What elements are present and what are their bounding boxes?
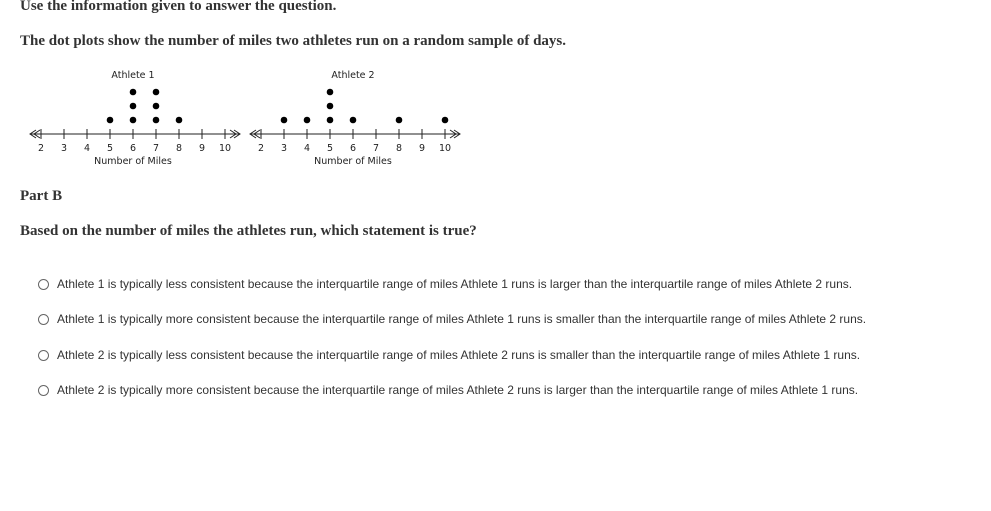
plot1-tick-label: 3 bbox=[60, 143, 68, 154]
plot1-dot bbox=[153, 117, 160, 124]
plot2-dot bbox=[304, 117, 311, 124]
answer-option-text: Athlete 2 is typically less consistent because the interquartile range of miles Athlete 2 runs is smaller than the interquartile range of miles Athlete 1 runs. bbox=[57, 348, 861, 362]
part-label: Part B bbox=[20, 188, 63, 204]
plot2-dot bbox=[350, 117, 357, 124]
answer-option-4[interactable] bbox=[38, 380, 858, 400]
radio-button-icon[interactable] bbox=[38, 279, 49, 290]
plot1-tick-label: 4 bbox=[83, 143, 91, 154]
plot1-tick-label: 7 bbox=[152, 143, 160, 154]
plot2-tick-label: 9 bbox=[418, 143, 426, 154]
plot2-tick-label: 7 bbox=[372, 143, 380, 154]
answer-option-text: Athlete 2 is typically more consistent because the interquartile range of miles Athlete 2 runs is larger than the interquartile range of miles Athlete 1 runs. bbox=[57, 383, 859, 397]
answer-option-text: Athlete 1 is typically more consistent because the interquartile range of miles Athlete 1 runs is smaller than the interquartile range of miles Athlete 2 runs. bbox=[57, 312, 867, 326]
plot2-dot bbox=[281, 117, 288, 124]
plot1-tick-label: 2 bbox=[37, 143, 45, 154]
plot2-dot bbox=[327, 103, 334, 110]
plot2-tick-label: 2 bbox=[257, 143, 265, 154]
plot1-tick-label: 5 bbox=[106, 143, 114, 154]
plot2-xlabel: Number of Miles bbox=[314, 156, 392, 167]
radio-button-icon[interactable] bbox=[38, 350, 49, 361]
plot1-dot bbox=[130, 103, 137, 110]
answer-option-1[interactable] bbox=[38, 274, 852, 294]
plot1-dot bbox=[107, 117, 114, 124]
plot1-dot bbox=[176, 117, 183, 124]
plot1-tick-label: 9 bbox=[198, 143, 206, 154]
answer-option-3[interactable] bbox=[38, 345, 860, 365]
radio-button-icon[interactable] bbox=[38, 314, 49, 325]
plot2-dot bbox=[327, 117, 334, 124]
plot1-tick-label: 6 bbox=[129, 143, 137, 154]
plot1-dot bbox=[153, 103, 160, 110]
plot2-tick-label: 5 bbox=[326, 143, 334, 154]
answer-option-2[interactable] bbox=[38, 309, 866, 329]
plot2-dot bbox=[442, 117, 449, 124]
plot2-tick-label: 3 bbox=[280, 143, 288, 154]
plot2-tick-label: 8 bbox=[395, 143, 403, 154]
question-prompt: The dot plots show the number of miles two athletes run on a random sample of days. bbox=[20, 33, 567, 49]
plot1-tick-label: 8 bbox=[175, 143, 183, 154]
plot2-tick-label: 4 bbox=[303, 143, 311, 154]
plot1-dot bbox=[130, 117, 137, 124]
plot2-dot bbox=[327, 89, 334, 96]
plot2-dot bbox=[396, 117, 403, 124]
plot1-xlabel: Number of Miles bbox=[94, 156, 172, 167]
instructions-text: Use the information given to answer the question. bbox=[20, 0, 337, 14]
plot2-tick-label: 10 bbox=[438, 143, 452, 154]
plot1-dot bbox=[153, 89, 160, 96]
dot-plots-figure bbox=[22, 66, 472, 176]
plot2-tick-label: 6 bbox=[349, 143, 357, 154]
radio-button-icon[interactable] bbox=[38, 385, 49, 396]
answer-option-text: Athlete 1 is typically less consistent because the interquartile range of miles Athlete 1 runs is larger than the interquartile range of miles Athlete 2 runs. bbox=[57, 277, 853, 291]
plot2-title: Athlete 2 bbox=[331, 70, 375, 81]
plot1-dot bbox=[130, 89, 137, 96]
plot1-tick-label: 10 bbox=[218, 143, 232, 154]
question-text: Based on the number of miles the athletes run, which statement is true? bbox=[20, 223, 477, 239]
plot1-title: Athlete 1 bbox=[111, 70, 155, 81]
